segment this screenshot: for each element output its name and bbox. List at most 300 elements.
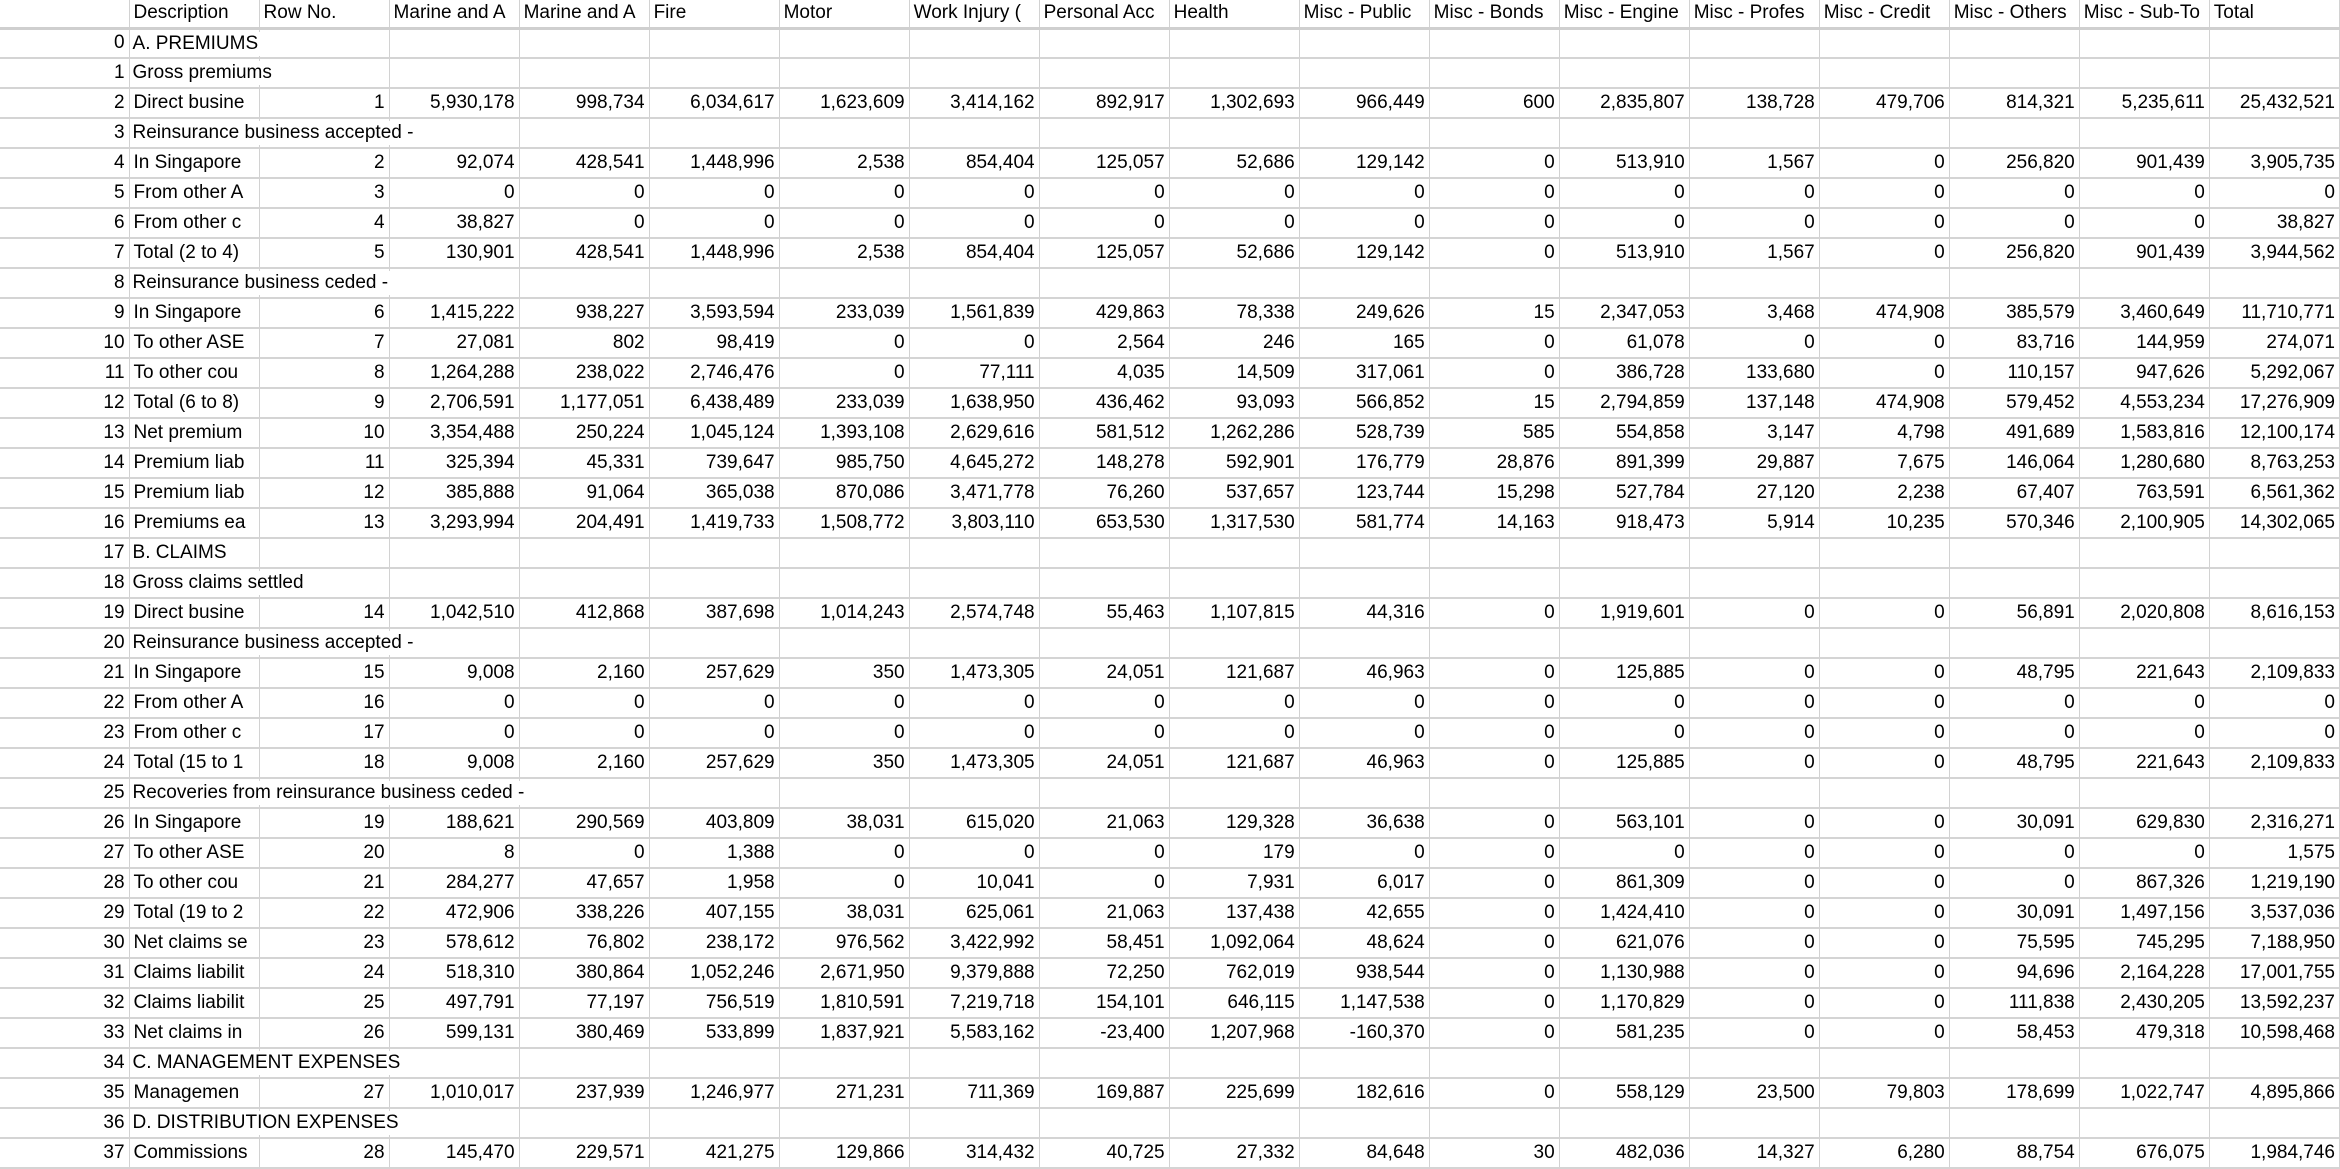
value-cell[interactable]: 1,393,108	[779, 418, 909, 448]
row-index-cell[interactable]: 4	[0, 148, 129, 178]
column-header[interactable]: Total	[2209, 0, 2339, 28]
row-number-cell[interactable]: 14	[259, 598, 389, 628]
value-cell[interactable]: 0	[779, 868, 909, 898]
value-cell[interactable]: 94,696	[1949, 958, 2079, 988]
value-cell[interactable]: 0	[1819, 1018, 1949, 1048]
empty-cell[interactable]	[1949, 28, 2079, 58]
value-cell[interactable]: 4,553,234	[2079, 388, 2209, 418]
value-cell[interactable]: 10,235	[1819, 508, 1949, 538]
empty-cell[interactable]	[1559, 628, 1689, 658]
value-cell[interactable]: 1,045,124	[649, 418, 779, 448]
description-cell[interactable]	[129, 778, 525, 808]
value-cell[interactable]: 0	[1429, 1078, 1559, 1108]
value-cell[interactable]: 762,019	[1169, 958, 1299, 988]
empty-cell[interactable]	[2209, 1048, 2339, 1078]
description-cell[interactable]: Claims liabilit	[129, 988, 259, 1018]
value-cell[interactable]: 271,231	[779, 1078, 909, 1108]
row-index-cell[interactable]: 11	[0, 358, 129, 388]
value-cell[interactable]: 947,626	[2079, 358, 2209, 388]
empty-cell[interactable]	[1689, 538, 1819, 568]
value-cell[interactable]: 13,592,237	[2209, 988, 2339, 1018]
value-cell[interactable]: 111,838	[1949, 988, 2079, 1018]
value-cell[interactable]: 3,471,778	[909, 478, 1039, 508]
value-cell[interactable]: 0	[1949, 838, 2079, 868]
value-cell[interactable]: 91,064	[519, 478, 649, 508]
value-cell[interactable]: 317,061	[1299, 358, 1429, 388]
value-cell[interactable]: 0	[1949, 688, 2079, 718]
value-cell[interactable]: 0	[1689, 868, 1819, 898]
value-cell[interactable]: 0	[1819, 658, 1949, 688]
row-number-cell[interactable]: 17	[259, 718, 389, 748]
value-cell[interactable]: 5,292,067	[2209, 358, 2339, 388]
empty-cell[interactable]	[519, 58, 649, 88]
value-cell[interactable]: 0	[1819, 928, 1949, 958]
value-cell[interactable]: 0	[779, 208, 909, 238]
empty-cell[interactable]	[1819, 28, 1949, 58]
empty-cell[interactable]	[2209, 778, 2339, 808]
value-cell[interactable]: 121,687	[1169, 658, 1299, 688]
row-number-cell[interactable]: 13	[259, 508, 389, 538]
value-cell[interactable]: 1,022,747	[2079, 1078, 2209, 1108]
value-cell[interactable]: 290,569	[519, 808, 649, 838]
value-cell[interactable]: 257,629	[649, 748, 779, 778]
value-cell[interactable]: 1,473,305	[909, 748, 1039, 778]
value-cell[interactable]: -160,370	[1299, 1018, 1429, 1048]
column-header[interactable]: Description	[129, 0, 259, 28]
value-cell[interactable]: 5,235,611	[2079, 88, 2209, 118]
empty-cell[interactable]	[649, 28, 779, 58]
row-number-cell[interactable]: 8	[259, 358, 389, 388]
value-cell[interactable]: 998,734	[519, 88, 649, 118]
description-cell[interactable]	[129, 268, 389, 298]
empty-cell[interactable]	[909, 628, 1039, 658]
row-number-cell[interactable]: 11	[259, 448, 389, 478]
empty-cell[interactable]	[1429, 118, 1559, 148]
value-cell[interactable]: 892,917	[1039, 88, 1169, 118]
value-cell[interactable]: 246	[1169, 328, 1299, 358]
empty-cell[interactable]	[909, 58, 1039, 88]
value-cell[interactable]: 0	[1689, 718, 1819, 748]
empty-cell[interactable]	[389, 1108, 519, 1138]
value-cell[interactable]: 558,129	[1559, 1078, 1689, 1108]
value-cell[interactable]: 256,820	[1949, 238, 2079, 268]
value-cell[interactable]: 1,583,816	[2079, 418, 2209, 448]
value-cell[interactable]: 146,064	[1949, 448, 2079, 478]
empty-cell[interactable]	[909, 28, 1039, 58]
value-cell[interactable]: 125,057	[1039, 148, 1169, 178]
value-cell[interactable]: 314,432	[909, 1138, 1039, 1168]
value-cell[interactable]: 581,774	[1299, 508, 1429, 538]
value-cell[interactable]: 0	[1039, 838, 1169, 868]
value-cell[interactable]: 0	[1689, 748, 1819, 778]
empty-cell[interactable]	[1689, 778, 1819, 808]
value-cell[interactable]: 2,160	[519, 748, 649, 778]
empty-cell[interactable]	[909, 1048, 1039, 1078]
value-cell[interactable]: 93,093	[1169, 388, 1299, 418]
value-cell[interactable]: 429,863	[1039, 298, 1169, 328]
value-cell[interactable]: 237,939	[519, 1078, 649, 1108]
value-cell[interactable]: 0	[779, 328, 909, 358]
description-cell[interactable]: Net premium	[129, 418, 259, 448]
row-index-cell[interactable]: 32	[0, 988, 129, 1018]
value-cell[interactable]: 1,448,996	[649, 148, 779, 178]
value-cell[interactable]: 861,309	[1559, 868, 1689, 898]
empty-cell[interactable]	[1689, 268, 1819, 298]
value-cell[interactable]: 169,887	[1039, 1078, 1169, 1108]
value-cell[interactable]: 0	[1689, 988, 1819, 1018]
value-cell[interactable]: 0	[1429, 808, 1559, 838]
empty-cell[interactable]	[259, 58, 389, 88]
row-index-cell[interactable]: 26	[0, 808, 129, 838]
value-cell[interactable]: 0	[1429, 208, 1559, 238]
row-index-cell[interactable]: 12	[0, 388, 129, 418]
value-cell[interactable]: 14,163	[1429, 508, 1559, 538]
value-cell[interactable]: 1,497,156	[2079, 898, 2209, 928]
empty-cell[interactable]	[1949, 538, 2079, 568]
value-cell[interactable]: 387,698	[649, 598, 779, 628]
row-index-cell[interactable]: 37	[0, 1138, 129, 1168]
empty-cell[interactable]	[1299, 1108, 1429, 1138]
value-cell[interactable]: 563,101	[1559, 808, 1689, 838]
value-cell[interactable]: 1,052,246	[649, 958, 779, 988]
row-number-cell[interactable]: 20	[259, 838, 389, 868]
value-cell[interactable]: 137,438	[1169, 898, 1299, 928]
value-cell[interactable]: 0	[779, 358, 909, 388]
value-cell[interactable]: 325,394	[389, 448, 519, 478]
value-cell[interactable]: 1,623,609	[779, 88, 909, 118]
value-cell[interactable]: 901,439	[2079, 238, 2209, 268]
value-cell[interactable]: 77,111	[909, 358, 1039, 388]
value-cell[interactable]: 3,803,110	[909, 508, 1039, 538]
value-cell[interactable]: 4,035	[1039, 358, 1169, 388]
value-cell[interactable]: 0	[2209, 688, 2339, 718]
row-number-cell[interactable]: 19	[259, 808, 389, 838]
empty-cell[interactable]	[649, 1108, 779, 1138]
value-cell[interactable]: 250,224	[519, 418, 649, 448]
value-cell[interactable]: 36,638	[1299, 808, 1429, 838]
description-cell[interactable]: Claims liabilit	[129, 958, 259, 988]
row-index-cell[interactable]: 5	[0, 178, 129, 208]
value-cell[interactable]: 5,930,178	[389, 88, 519, 118]
row-number-cell[interactable]: 5	[259, 238, 389, 268]
empty-cell[interactable]	[649, 628, 779, 658]
empty-cell[interactable]	[1039, 778, 1169, 808]
value-cell[interactable]: 474,908	[1819, 298, 1949, 328]
value-cell[interactable]: 137,148	[1689, 388, 1819, 418]
empty-cell[interactable]	[1429, 28, 1559, 58]
value-cell[interactable]: 421,275	[649, 1138, 779, 1168]
value-cell[interactable]: 42,655	[1299, 898, 1429, 928]
value-cell[interactable]: 221,643	[2079, 658, 2209, 688]
description-cell[interactable]: Total (2 to 4)	[129, 238, 259, 268]
value-cell[interactable]: 4,645,272	[909, 448, 1039, 478]
description-cell[interactable]: Direct busine	[129, 598, 259, 628]
empty-cell[interactable]	[1949, 568, 2079, 598]
description-cell[interactable]: From other c	[129, 208, 259, 238]
value-cell[interactable]: 380,469	[519, 1018, 649, 1048]
value-cell[interactable]: 144,959	[2079, 328, 2209, 358]
value-cell[interactable]: 145,470	[389, 1138, 519, 1168]
value-cell[interactable]: 2,629,616	[909, 418, 1039, 448]
empty-cell[interactable]	[1169, 568, 1299, 598]
empty-cell[interactable]	[649, 268, 779, 298]
description-cell[interactable]: In Singapore	[129, 658, 259, 688]
value-cell[interactable]: 125,885	[1559, 658, 1689, 688]
value-cell[interactable]: 1,567	[1689, 238, 1819, 268]
value-cell[interactable]: 178,699	[1949, 1078, 2079, 1108]
value-cell[interactable]: 130,901	[389, 238, 519, 268]
empty-cell[interactable]	[2209, 1108, 2339, 1138]
value-cell[interactable]: 0	[1299, 688, 1429, 718]
row-number-cell[interactable]: 16	[259, 688, 389, 718]
empty-cell[interactable]	[2209, 58, 2339, 88]
value-cell[interactable]: 0	[1169, 178, 1299, 208]
empty-cell[interactable]	[1559, 568, 1689, 598]
value-cell[interactable]: 204,491	[519, 508, 649, 538]
value-cell[interactable]: 599,131	[389, 1018, 519, 1048]
value-cell[interactable]: 14,327	[1689, 1138, 1819, 1168]
empty-cell[interactable]	[1689, 1048, 1819, 1078]
value-cell[interactable]: 0	[1299, 178, 1429, 208]
value-cell[interactable]: 518,310	[389, 958, 519, 988]
empty-cell[interactable]	[1559, 268, 1689, 298]
value-cell[interactable]: 0	[1819, 358, 1949, 388]
value-cell[interactable]: 188,621	[389, 808, 519, 838]
value-cell[interactable]: 646,115	[1169, 988, 1299, 1018]
empty-cell[interactable]	[1559, 118, 1689, 148]
value-cell[interactable]: 0	[1689, 838, 1819, 868]
value-cell[interactable]: 0	[909, 328, 1039, 358]
description-cell[interactable]: Premiums ea	[129, 508, 259, 538]
value-cell[interactable]: 938,544	[1299, 958, 1429, 988]
value-cell[interactable]: 46,963	[1299, 748, 1429, 778]
empty-cell[interactable]	[519, 28, 649, 58]
value-cell[interactable]: 474,908	[1819, 388, 1949, 418]
value-cell[interactable]: 14,302,065	[2209, 508, 2339, 538]
description-cell[interactable]: From other A	[129, 178, 259, 208]
empty-cell[interactable]	[1949, 58, 2079, 88]
value-cell[interactable]: 0	[1429, 658, 1559, 688]
value-cell[interactable]: 3,905,735	[2209, 148, 2339, 178]
description-cell[interactable]: Total (15 to 1	[129, 748, 259, 778]
value-cell[interactable]: 482,036	[1559, 1138, 1689, 1168]
value-cell[interactable]: 1,561,839	[909, 298, 1039, 328]
empty-cell[interactable]	[1429, 538, 1559, 568]
value-cell[interactable]: 58,453	[1949, 1018, 2079, 1048]
value-cell[interactable]: 870,086	[779, 478, 909, 508]
row-number-cell[interactable]: 1	[259, 88, 389, 118]
value-cell[interactable]: 0	[1819, 988, 1949, 1018]
empty-cell[interactable]	[1819, 118, 1949, 148]
value-cell[interactable]: 625,061	[909, 898, 1039, 928]
value-cell[interactable]: 88,754	[1949, 1138, 2079, 1168]
row-index-cell[interactable]: 7	[0, 238, 129, 268]
value-cell[interactable]: 98,419	[649, 328, 779, 358]
empty-cell[interactable]	[1299, 568, 1429, 598]
value-cell[interactable]: 0	[519, 718, 649, 748]
value-cell[interactable]: 3,944,562	[2209, 238, 2339, 268]
value-cell[interactable]: 2,164,228	[2079, 958, 2209, 988]
row-number-cell[interactable]: 24	[259, 958, 389, 988]
empty-cell[interactable]	[909, 1108, 1039, 1138]
index-column-header[interactable]	[0, 0, 129, 28]
value-cell[interactable]: 176,779	[1299, 448, 1429, 478]
value-cell[interactable]: 0	[1429, 838, 1559, 868]
value-cell[interactable]: 3,354,488	[389, 418, 519, 448]
row-number-cell[interactable]: 4	[259, 208, 389, 238]
description-cell[interactable]	[129, 58, 272, 88]
value-cell[interactable]: 472,906	[389, 898, 519, 928]
value-cell[interactable]: 6,280	[1819, 1138, 1949, 1168]
description-cell[interactable]: Net claims se	[129, 928, 259, 958]
empty-cell[interactable]	[909, 538, 1039, 568]
value-cell[interactable]: 763,591	[2079, 478, 2209, 508]
empty-cell[interactable]	[1819, 1048, 1949, 1078]
value-cell[interactable]: 0	[909, 178, 1039, 208]
value-cell[interactable]: 581,512	[1039, 418, 1169, 448]
description-cell[interactable]: Total (6 to 8)	[129, 388, 259, 418]
value-cell[interactable]: 1,575	[2209, 838, 2339, 868]
description-cell[interactable]: In Singapore	[129, 808, 259, 838]
description-cell[interactable]: In Singapore	[129, 148, 259, 178]
value-cell[interactable]: 891,399	[1559, 448, 1689, 478]
value-cell[interactable]: 15	[1429, 298, 1559, 328]
row-index-cell[interactable]: 0	[0, 28, 129, 58]
value-cell[interactable]: 9,379,888	[909, 958, 1039, 988]
value-cell[interactable]: 1,246,977	[649, 1078, 779, 1108]
value-cell[interactable]: 25,432,521	[2209, 88, 2339, 118]
row-index-cell[interactable]: 8	[0, 268, 129, 298]
value-cell[interactable]: 249,626	[1299, 298, 1429, 328]
empty-cell[interactable]	[1299, 58, 1429, 88]
value-cell[interactable]: 274,071	[2209, 328, 2339, 358]
description-cell[interactable]	[129, 28, 259, 58]
value-cell[interactable]: 0	[1949, 178, 2079, 208]
column-header[interactable]: Health	[1169, 0, 1299, 28]
value-cell[interactable]: 1,170,829	[1559, 988, 1689, 1018]
value-cell[interactable]: 0	[1429, 328, 1559, 358]
value-cell[interactable]: 27,081	[389, 328, 519, 358]
value-cell[interactable]: 0	[2079, 718, 2209, 748]
row-number-cell[interactable]: 27	[259, 1078, 389, 1108]
value-cell[interactable]: 1,177,051	[519, 388, 649, 418]
empty-cell[interactable]	[779, 1048, 909, 1078]
value-cell[interactable]: 0	[1039, 178, 1169, 208]
value-cell[interactable]: 0	[1169, 718, 1299, 748]
empty-cell[interactable]	[909, 778, 1039, 808]
value-cell[interactable]: 30,091	[1949, 808, 2079, 838]
value-cell[interactable]: 0	[1299, 718, 1429, 748]
value-cell[interactable]: 0	[2079, 688, 2209, 718]
value-cell[interactable]: 38,031	[779, 898, 909, 928]
value-cell[interactable]: 24,051	[1039, 658, 1169, 688]
empty-cell[interactable]	[1299, 28, 1429, 58]
value-cell[interactable]: 48,624	[1299, 928, 1429, 958]
empty-cell[interactable]	[519, 778, 649, 808]
column-header[interactable]: Work Injury (	[909, 0, 1039, 28]
value-cell[interactable]: 256,820	[1949, 148, 2079, 178]
value-cell[interactable]: 56,891	[1949, 598, 2079, 628]
value-cell[interactable]: 0	[1559, 838, 1689, 868]
empty-cell[interactable]	[1559, 58, 1689, 88]
value-cell[interactable]: 0	[1819, 808, 1949, 838]
description-cell[interactable]: Total (19 to 2	[129, 898, 259, 928]
value-cell[interactable]: 966,449	[1299, 88, 1429, 118]
row-index-cell[interactable]: 36	[0, 1108, 129, 1138]
value-cell[interactable]: 1,638,950	[909, 388, 1039, 418]
column-header[interactable]: Misc - Engine	[1559, 0, 1689, 28]
row-index-cell[interactable]: 22	[0, 688, 129, 718]
value-cell[interactable]: 24,051	[1039, 748, 1169, 778]
value-cell[interactable]: 92,074	[389, 148, 519, 178]
empty-cell[interactable]	[649, 1048, 779, 1078]
empty-cell[interactable]	[649, 568, 779, 598]
value-cell[interactable]: 0	[1949, 718, 2079, 748]
value-cell[interactable]: 745,295	[2079, 928, 2209, 958]
value-cell[interactable]: 756,519	[649, 988, 779, 1018]
value-cell[interactable]: 1,837,921	[779, 1018, 909, 1048]
value-cell[interactable]: 28,876	[1429, 448, 1559, 478]
empty-cell[interactable]	[1429, 268, 1559, 298]
value-cell[interactable]: 1,508,772	[779, 508, 909, 538]
empty-cell[interactable]	[1429, 1048, 1559, 1078]
value-cell[interactable]: 2,706,591	[389, 388, 519, 418]
value-cell[interactable]: 233,039	[779, 388, 909, 418]
value-cell[interactable]: 0	[1819, 328, 1949, 358]
empty-cell[interactable]	[1819, 628, 1949, 658]
value-cell[interactable]: 497,791	[389, 988, 519, 1018]
value-cell[interactable]: 148,278	[1039, 448, 1169, 478]
value-cell[interactable]: 0	[1559, 208, 1689, 238]
value-cell[interactable]: 1,014,243	[779, 598, 909, 628]
empty-cell[interactable]	[779, 568, 909, 598]
column-header[interactable]: Motor	[779, 0, 909, 28]
value-cell[interactable]: 615,020	[909, 808, 1039, 838]
value-cell[interactable]: 0	[389, 718, 519, 748]
empty-cell[interactable]	[2079, 28, 2209, 58]
value-cell[interactable]: 527,784	[1559, 478, 1689, 508]
empty-cell[interactable]	[389, 28, 519, 58]
value-cell[interactable]: 27,332	[1169, 1138, 1299, 1168]
row-index-cell[interactable]: 20	[0, 628, 129, 658]
value-cell[interactable]: 84,648	[1299, 1138, 1429, 1168]
description-cell[interactable]: Net claims in	[129, 1018, 259, 1048]
value-cell[interactable]: 1,207,968	[1169, 1018, 1299, 1048]
column-header[interactable]: Marine and A	[389, 0, 519, 28]
row-number-cell[interactable]: 18	[259, 748, 389, 778]
value-cell[interactable]: 1,147,538	[1299, 988, 1429, 1018]
value-cell[interactable]: 350	[779, 748, 909, 778]
value-cell[interactable]: 403,809	[649, 808, 779, 838]
empty-cell[interactable]	[389, 538, 519, 568]
value-cell[interactable]: 23,500	[1689, 1078, 1819, 1108]
value-cell[interactable]: 129,328	[1169, 808, 1299, 838]
value-cell[interactable]: 52,686	[1169, 238, 1299, 268]
row-number-cell[interactable]: 28	[259, 1138, 389, 1168]
empty-cell[interactable]	[2079, 778, 2209, 808]
description-cell[interactable]	[129, 568, 304, 598]
value-cell[interactable]: 566,852	[1299, 388, 1429, 418]
empty-cell[interactable]	[1689, 118, 1819, 148]
value-cell[interactable]: 0	[2079, 208, 2209, 238]
value-cell[interactable]: 1,984,746	[2209, 1138, 2339, 1168]
value-cell[interactable]: 0	[1429, 178, 1559, 208]
value-cell[interactable]: 0	[1559, 178, 1689, 208]
description-cell[interactable]	[129, 1108, 399, 1138]
value-cell[interactable]: 0	[1819, 148, 1949, 178]
value-cell[interactable]: 0	[1299, 208, 1429, 238]
value-cell[interactable]: 77,197	[519, 988, 649, 1018]
